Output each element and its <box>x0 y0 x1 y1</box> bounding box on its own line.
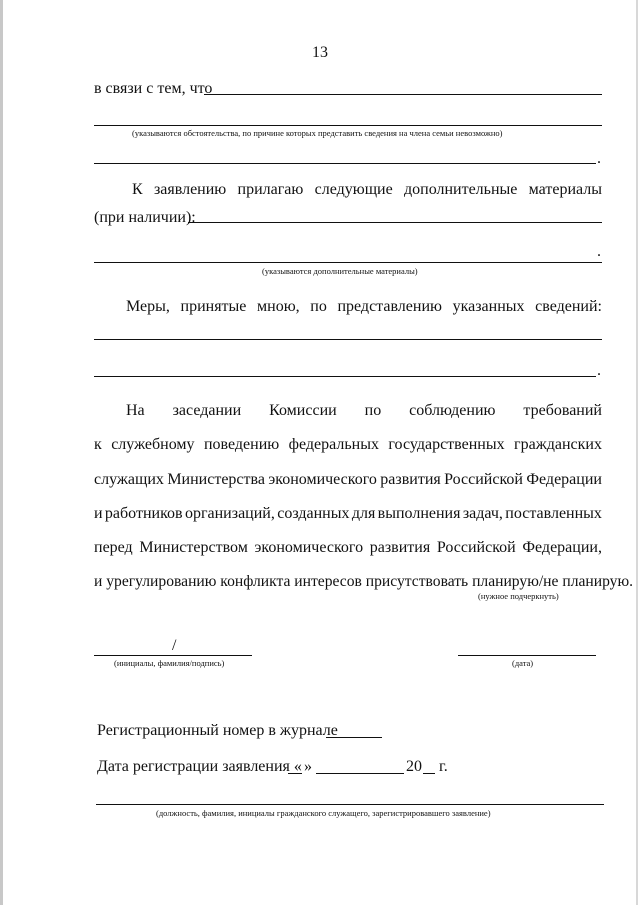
signature-fill-line[interactable] <box>94 655 252 656</box>
page-right-edge <box>636 0 638 905</box>
reason-fill-line-2[interactable] <box>94 125 602 126</box>
commission-word: Российской <box>436 539 516 556</box>
registration-date-mid: » <box>304 758 312 775</box>
registrar-caption: (должность, фамилия, инициалы гражданского служащего, зарегистрировавшего заявление) <box>156 808 491 818</box>
attachments-word: дополнительные <box>403 181 518 198</box>
attachments-fill-line-2[interactable] <box>94 262 602 263</box>
attachments-end-mark: . <box>597 243 601 260</box>
registration-month-line[interactable] <box>316 773 404 774</box>
commission-word: к <box>94 436 102 453</box>
measures-fill-line-2[interactable] <box>94 376 596 377</box>
commission-word: развития <box>380 471 441 488</box>
measures-word: по <box>310 298 327 315</box>
reason-fill-line[interactable] <box>204 94 602 95</box>
attachments-word: материалы <box>528 181 602 198</box>
measures-word: указанных <box>452 298 525 315</box>
registration-year-prefix: 20 <box>406 758 422 775</box>
commission-word: заседании <box>172 402 242 419</box>
measures-word: мною, <box>257 298 300 315</box>
signature-slash: / <box>172 637 177 654</box>
commission-line-5 <box>94 539 602 557</box>
page-number: 13 <box>312 44 328 61</box>
commission-line-3 <box>94 471 602 489</box>
attachments-word: следующие <box>314 181 393 198</box>
commission-word: поведению <box>203 436 280 453</box>
reason-label: в связи с тем, что <box>94 80 213 97</box>
commission-caption: (нужное подчеркнуть) <box>478 591 559 601</box>
commission-word: служебному <box>111 436 195 453</box>
attachments-word: прилагаю <box>237 181 304 198</box>
measures-word: сведений: <box>535 298 602 315</box>
commission-word: для <box>351 505 376 522</box>
commission-word: поставленных <box>505 505 602 522</box>
page-left-edge <box>0 0 3 905</box>
commission-last-line: и урегулированию конфликта интересов присутствовать планирую/не планирую. <box>94 573 634 590</box>
measures-word: представлению <box>337 298 442 315</box>
attachments-label: (при наличии): <box>94 209 196 226</box>
commission-line-4 <box>94 505 602 523</box>
registrar-fill-line[interactable] <box>96 804 604 805</box>
registration-year-suffix: г. <box>439 758 448 775</box>
reason-caption: (указываются обстоятельства, по причине которых представить сведения на члена семьи невозможно) <box>132 128 503 138</box>
commission-word: созданных <box>277 505 350 522</box>
commission-word: экономического <box>254 539 364 556</box>
commission-word: работников <box>104 505 183 522</box>
measures-word: принятые <box>180 298 247 315</box>
commission-line-2 <box>94 436 602 454</box>
commission-word: Комиссии <box>269 402 337 419</box>
date-caption: (дата) <box>512 658 534 668</box>
commission-word: экономического <box>268 471 377 488</box>
reason-fill-line-3[interactable] <box>94 163 596 164</box>
commission-word: по <box>364 402 382 419</box>
attachments-word: К <box>132 181 143 198</box>
registration-number-line[interactable] <box>326 737 382 738</box>
measures-fill-line[interactable] <box>94 339 602 340</box>
attachments-line-1 <box>132 181 602 199</box>
commission-word: государственных <box>388 436 505 453</box>
commission-word: развития <box>369 539 431 556</box>
commission-word: организаций, <box>184 505 275 522</box>
commission-word: федеральных <box>288 436 379 453</box>
date-fill-line[interactable] <box>458 655 596 656</box>
commission-word: Федерации, <box>522 539 602 556</box>
commission-word: и <box>94 505 103 522</box>
commission-word: Министерством <box>139 539 248 556</box>
registration-number-label: Регистрационный номер в журнале <box>97 722 338 739</box>
reason-end-mark: . <box>597 150 601 167</box>
registration-year-line[interactable] <box>423 773 435 774</box>
commission-word: гражданских <box>514 436 602 453</box>
commission-word: Федерации <box>526 471 602 488</box>
attachments-word: заявлению <box>153 181 227 198</box>
attachments-caption: (указываются дополнительные материалы) <box>262 266 418 276</box>
commission-word: перед <box>94 539 133 556</box>
commission-word: выполнения <box>377 505 461 522</box>
registration-day-line[interactable] <box>288 773 302 774</box>
commission-line-1 <box>126 402 602 420</box>
registration-date-prefix: Дата регистрации заявления « <box>97 758 302 775</box>
commission-word: На <box>126 402 145 419</box>
commission-word: требований <box>523 402 602 419</box>
measures-word: Меры, <box>126 298 170 315</box>
commission-word: Министерства <box>167 471 265 488</box>
attachments-fill-line[interactable] <box>188 222 602 223</box>
commission-word: соблюдению <box>409 402 496 419</box>
commission-word: служащих <box>94 471 164 488</box>
signature-caption: (инициалы, фамилия/подпись) <box>114 658 225 668</box>
commission-word: Российской <box>444 471 523 488</box>
measures-end-mark: . <box>597 362 601 379</box>
measures-line <box>126 298 602 316</box>
commission-word: задач, <box>462 505 503 522</box>
